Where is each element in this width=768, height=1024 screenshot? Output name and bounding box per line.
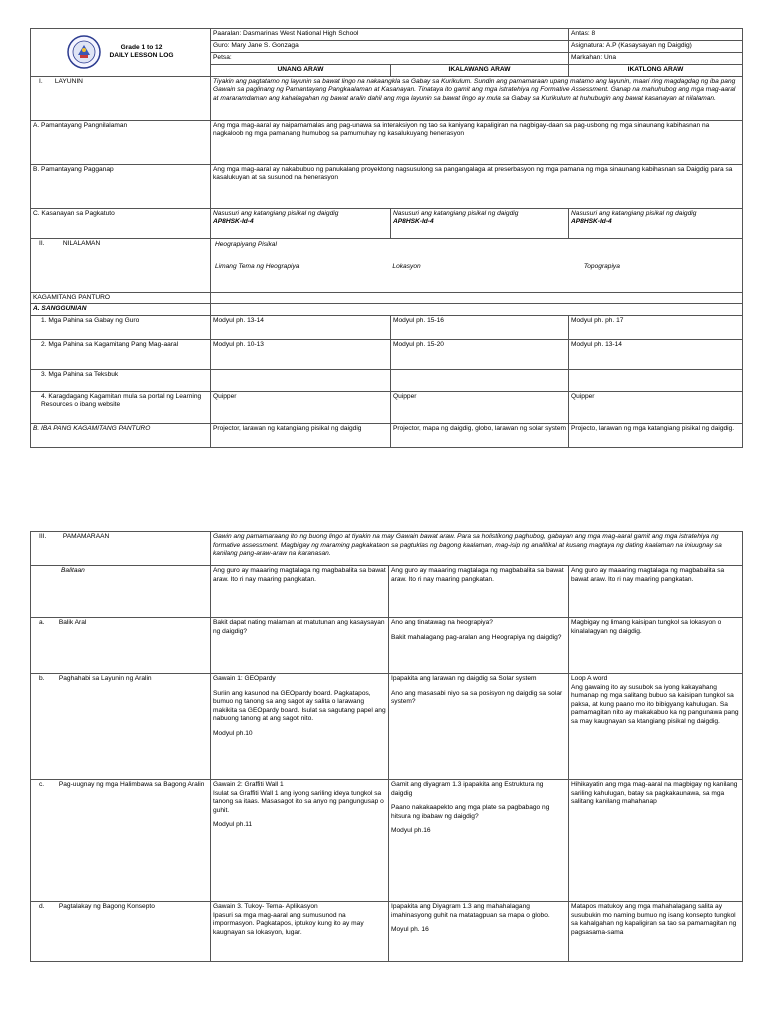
nilalaman-cell xyxy=(211,238,743,292)
row-label: 3. Mga Pahina sa Teksbuk xyxy=(31,369,211,391)
kasanayan-day-2: Nasusuri ang katangiang pisikal ng daigdig AP8HSK-Id-4 xyxy=(391,208,569,238)
table-row xyxy=(31,423,743,447)
kagamitan-blank xyxy=(211,292,743,304)
dll-table-top xyxy=(30,28,743,448)
pagtalakay-label: d. Pagtalakay ng Bagong Konsepto xyxy=(31,902,211,962)
row-day-3: Modyul ph. ph. 17 xyxy=(569,315,743,339)
row-day-3 xyxy=(569,369,743,391)
row-label: 4. Karagdagang Kagamitan mula sa portal ng Learning Resources o ibang website xyxy=(31,391,211,423)
paghahabi-day-1: Gawain 1: GEOpardy Suriin ang kasunod na GEOpardy board. Pagkatapos, bumuo ng tanong sa ang sagot ay salita o larawang makikita sa GEOpardy board. Isulat sa sagutang papel ang nabuong tanong at ang sagot nito. Modyul ph.10 xyxy=(211,674,389,780)
table-row xyxy=(31,369,743,391)
deped-seal-icon xyxy=(67,35,101,69)
row-day-2: Quipper xyxy=(391,391,569,423)
guro-field: Guro: Mary Jane S. Gonzaga xyxy=(211,41,569,53)
table-row xyxy=(31,391,743,423)
row-day-2: Modyul ph. 15-16 xyxy=(391,315,569,339)
pamamaraan-label: III. PAMAMARAAN xyxy=(31,532,211,566)
nilalaman-day-1: Limang Tema ng Heograpiya xyxy=(215,263,300,271)
pagganap-label: B. Pamantayang Pagganap xyxy=(31,164,211,208)
row-day-1: Modyul ph. 13-14 xyxy=(211,315,391,339)
paaralan-field: Paaralan: Dasmarinas West National High School xyxy=(211,29,569,41)
pagganap-text: Ang mga mag-aaral ay nakabubuo ng panukalang proyektong nagsusulong sa pangangalaga at preserbasyon ng mga pamana ng mga sinaunang kabihasnan sa Daigdig para sa kasalukuyan at sa susunod na henerasyon xyxy=(211,164,743,208)
asignatura-field: Asignatura: A.P (Kasaysayan ng Daigdig) xyxy=(569,41,743,53)
table-row xyxy=(31,315,743,339)
pag-uugnay-day-2: Gamit ang diyagram 1.3 ipapakita ang Estruktura ng daigdig Paano nakakaapekto ang mga plate sa pagbabago ng hitsura ng ibabaw ng daigdig? Modyul ph.16 xyxy=(389,780,569,902)
paghahabi-day-3: Loop A word Ang gawaing ito ay susubok sa iyong kakayahang humanap ng mga salitang bubuo sa kaisipan tungkol sa paksa, at kung paano mo ito bibigyang kahulugan. Sa pamamagitan nito ay makakabuo ka ng pangunawa pang sa may kaugnayan sa ktangiang pisikal ng daigdig. xyxy=(569,674,743,780)
dll-table-bottom xyxy=(30,531,743,962)
markahan-field: Markahan: Una xyxy=(569,53,743,65)
kasanayan-day-1: Nasusuri ang katangiang pisikal ng daigdig AP8HSK-Id-4 xyxy=(211,208,391,238)
balitaan-day-3: Ang guro ay maaaring magtalaga ng magbabalita sa bawat araw. Ito ri nay maaring pangkatan. xyxy=(569,566,743,618)
antas-field: Antas: 8 xyxy=(569,29,743,41)
balik-aral-label: a. Balik Aral xyxy=(31,618,211,674)
petsa-field: Petsa: xyxy=(211,53,569,65)
row-day-2: Modyul ph. 15-20 xyxy=(391,339,569,369)
grade-label: Grade 1 to 12 xyxy=(120,43,163,51)
pagtalakay-day-1: Gawain 3. Tukoy- Tema- Aplikasyon Ipasuri sa mga mag-aaral ang sumusunod na impormasyon. Pagkatapos, iptukoy kung ito ay may kaugnayan sa lokasyon, lugar. xyxy=(211,902,389,962)
pag-uugnay-label: c. Pag-uugnay ng mga Halimbawa sa Bagong Aralin xyxy=(31,780,211,902)
row-day-3: Modyul ph. 13-14 xyxy=(569,339,743,369)
nilalaman-day-3: Topograpiya xyxy=(583,263,620,271)
row-day-1: Quipper xyxy=(211,391,391,423)
row-day-1: Modyul ph. 10-13 xyxy=(211,339,391,369)
day-3-header: IKATLONG ARAW xyxy=(569,65,743,77)
layunin-label: I. LAYUNIN xyxy=(31,76,211,120)
pagtalakay-day-2: Ipapakita ang Diyagram 1.3 ang mahahalagang imahinasyong guhit na matatagpuan sa mapa o globo. Moyul ph. 16 xyxy=(389,902,569,962)
pangnilalaman-text: Ang mga mag-aaral ay naipamamalas ang pag-unawa sa interaksiyon ng tao sa kaniyang kapaligiran na nagbigay-daan sa pag-usbong ng mga sinaunang kabihasnan na nagkaloob ng mga pamanang humubog sa pamumuhay ng kasalukuyang henerasyon xyxy=(211,120,743,164)
log-title: DAILY LESSON LOG xyxy=(109,52,174,60)
row-label: 1. Mga Pahina sa Gabay ng Guro xyxy=(31,315,211,339)
balitaan-label: Balitaan xyxy=(31,566,211,618)
pangnilalaman-label: A. Pamantayang Pangnilalaman xyxy=(31,120,211,164)
iba-label: B. IBA PANG KAGAMITANG PANTURO xyxy=(31,423,211,447)
row-day-1 xyxy=(211,369,391,391)
nilalaman-topic: Heograpiyang Pisikal xyxy=(215,240,277,248)
pag-uugnay-day-3: Hihikayatin ang mga mag-aaral na magbigay ng kanilang sariling kahulugan, batay sa pagkakaunawa, sa mga salitang kanilang mahahanap xyxy=(569,780,743,902)
nilalaman-day-2: Lokasyon xyxy=(392,263,421,271)
balik-aral-day-3: Magbigay ng limang kaisipan tungkol sa lokasyon o kinalalagyan ng daigdig. xyxy=(569,618,743,674)
balik-aral-day-2: Ano ang tinatawag na heograpiya? Bakit mahalagang pag-aralan ang Heograpiya ng daigdig? xyxy=(389,618,569,674)
kagamitan-label: KAGAMITANG PANTURO xyxy=(31,292,211,304)
sanggunian-blank xyxy=(211,304,743,316)
sanggunian-label: A. SANGGUNIAN xyxy=(31,304,211,316)
nilalaman-label: II. NILALAMAN xyxy=(31,238,211,292)
paghahabi-label: b. Paghahabi sa Layunin ng Aralin xyxy=(31,674,211,780)
kasanayan-label: C. Kasanayan sa Pagkatuto xyxy=(31,208,211,238)
pag-uugnay-day-1: Gawain 2: Graffiti Wall 1 Isulat sa Graffiti Wall 1 ang iyong sariling ideya tungkol sa tanong sa itaas. Masasagot ito sa anyo ng pangungusap o guhit. Modyul ph.11 xyxy=(211,780,389,902)
table-row xyxy=(31,339,743,369)
pamamaraan-text: Gawin ang pamamaraang ito ng buong lingo at tiyakin na may Gawain bawat araw. Para sa holistikong paghubog, gabayan ang mga mag-aaral gamit ang mga istratehiya ng formative assessment. Magbigay ng maraming pagkakataon sa pagtuklas ng bagong kaalaman, mag-isip ng analitikal at kusang magtaya ng dating kaalaman na iniuugnay sa kanilang pang-araw-araw na karanasan. xyxy=(211,532,743,566)
day-1-header: UNANG ARAW xyxy=(211,65,391,77)
iba-day-3: Projecto, larawan ng mga katangiang pisikal ng daigdig. xyxy=(569,423,743,447)
balitaan-day-1: Ang guro ay maaaring magtalaga ng magbabalita sa bawat araw. Ito ri nay maaring pangkatan. xyxy=(211,566,389,618)
layunin-text: Tiyakin ang pagtatamo ng layunin sa bawat lingo na nakaangkla sa Gabay sa Kurikulum. Sundin ang pamamaraan upang matamo ang layunin, maari ring magdagdag ng iba pang Gawain sa paglinang ng Pamantayang Pangkaalaman at Kasanayan. Tinataya ito gamit ang mga istratehiya ng Formative Assessment. Ganap na mahuhubog ang mga mag-aaral at mararamdaman ang kahalagahan ng bawat aralin dahil ang mga layunin sa bawat lingo ay mula sa Gabay sa Kurikulum at huhubugin ang bawat kasanayan at nilalaman. xyxy=(211,76,743,120)
iba-day-2: Projector, mapa ng daigdig, globo, larawan ng solar system xyxy=(391,423,569,447)
row-label: 2. Mga Pahina sa Kagamitang Pang Mag-aaral xyxy=(31,339,211,369)
balik-aral-day-1: Bakit dapat nating malaman at matutunan ang kasaysayan ng daigdig? xyxy=(211,618,389,674)
header-logo-cell xyxy=(31,29,211,77)
day-2-header: IKALAWANG ARAW xyxy=(391,65,569,77)
kasanayan-day-3: Nasusuri ang katangiang pisikal ng daigdig AP8HSK-Id-4 xyxy=(569,208,743,238)
pagtalakay-day-3: Matapos matukoy ang mga mahahalagang salita ay susubukin mo naming bumuo ng isang konsepto tungkol sa kahalgahan ng kapaligiran sa tao sa pamamagitan ng pagsasama-sama xyxy=(569,902,743,962)
row-day-3: Quipper xyxy=(569,391,743,423)
iba-day-1: Projector, larawan ng katangiang pisikal ng daigdig xyxy=(211,423,391,447)
row-day-2 xyxy=(391,369,569,391)
paghahabi-day-2: Ipapakita ang larawan ng daigdig sa Solar system Ano ang masasabi niyo sa sa posisyon ng daigdig sa solar system? xyxy=(389,674,569,780)
balitaan-day-2: Ang guro ay maaaring magtalaga ng magbabalita sa bawat araw. Ito ri nay maaring pangkatan. xyxy=(389,566,569,618)
